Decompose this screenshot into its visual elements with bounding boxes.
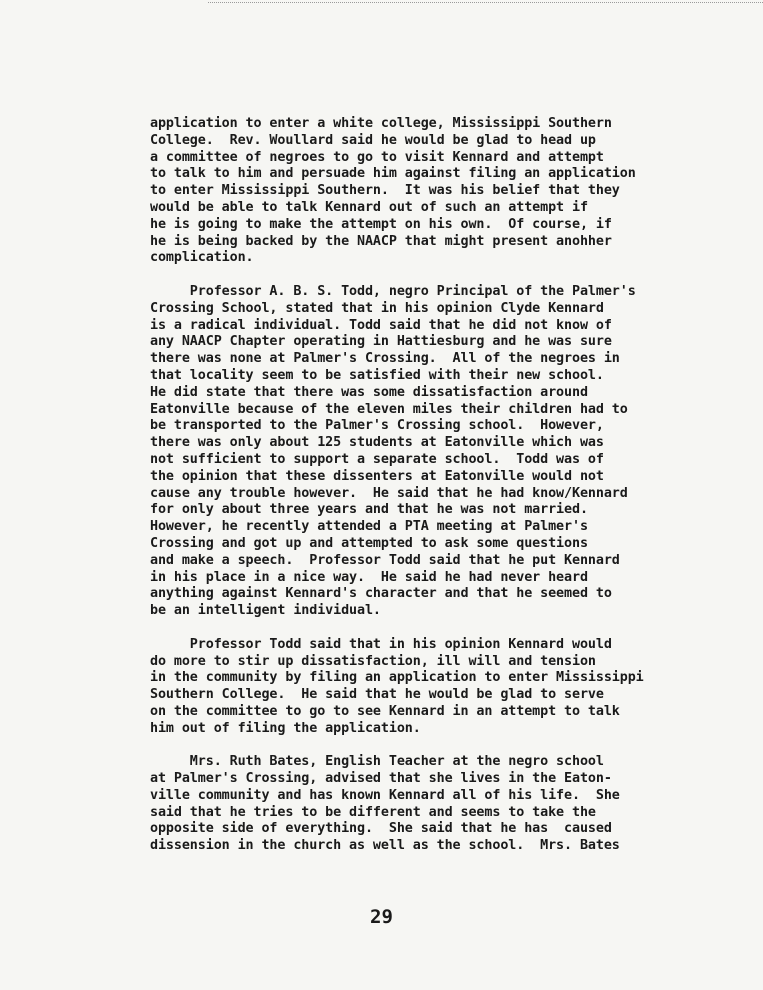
text-line: is a radical individual. Todd said that he did not know of: [150, 317, 612, 333]
text-line: he is going to make the attempt on his own. Of course, if: [150, 216, 612, 232]
text-line: a committee of negroes to go to visit Kennard and attempt: [150, 149, 604, 165]
paragraph-4: [150, 754, 750, 855]
text-line: Professor A. B. S. Todd, negro Principal of the Palmer's: [150, 283, 636, 299]
text-line: However, he recently attended a PTA meeting at Palmer's: [150, 519, 588, 535]
top-dotted-rule: [208, 2, 763, 3]
text-line: would be able to talk Kennard out of such an attempt if: [150, 199, 588, 215]
text-line: there was none at Palmer's Crossing. All of the negroes in: [150, 351, 620, 367]
text-line: Crossing School, stated that in his opinion Clyde Kennard: [150, 300, 604, 316]
text-line: be transported to the Palmer's Crossing school. However,: [150, 418, 604, 434]
text-line: College. Rev. Woullard said he would be glad to head up: [150, 132, 596, 148]
text-line: dissension in the church as well as the school. Mrs. Bates: [150, 838, 620, 854]
text-line: the opinion that these dissenters at Eatonville would not: [150, 468, 604, 484]
text-line: do more to stir up dissatisfaction, ill will and tension: [150, 653, 596, 669]
text-line: and make a speech. Professor Todd said that he put Kennard: [150, 552, 620, 568]
page-number: 29: [370, 906, 393, 928]
text-line: application to enter a white college, Mississippi Southern: [150, 116, 612, 131]
text-line: any NAACP Chapter operating in Hattiesburg and he was sure: [150, 334, 612, 350]
text-line: in the community by filing an application to enter Mississippi: [150, 670, 644, 686]
document-body: [150, 116, 750, 872]
text-line: said that he tries to be different and seems to take the: [150, 804, 596, 820]
text-line: Eatonville because of the eleven miles their children had to: [150, 401, 628, 417]
text-line: not sufficient to support a separate school. Todd was of: [150, 451, 604, 467]
text-line: cause any trouble however. He said that he had know/Kennard: [150, 485, 628, 501]
text-line: Southern College. He said that he would be glad to serve: [150, 687, 604, 703]
text-line: anything against Kennard's character and that he seemed to: [150, 586, 612, 602]
text-line: Mrs. Ruth Bates, English Teacher at the negro school: [150, 754, 604, 770]
text-line: on the committee to go to see Kennard in an attempt to talk: [150, 703, 620, 719]
text-line: to talk to him and persuade him against filing an application: [150, 166, 636, 182]
text-line: be an intelligent individual.: [150, 603, 381, 619]
text-line: complication.: [150, 250, 254, 266]
text-line: to enter Mississippi Southern. It was his belief that they: [150, 183, 620, 199]
text-line: in his place in a nice way. He said he had never heard: [150, 569, 588, 585]
paragraph-1: [150, 116, 750, 267]
text-line: ville community and has known Kennard all of his life. She: [150, 787, 620, 803]
text-line: He did state that there was some dissatisfaction around: [150, 384, 588, 400]
text-line: there was only about 125 students at Eatonville which was: [150, 435, 604, 451]
text-line: him out of filing the application.: [150, 720, 421, 736]
text-line: opposite side of everything. She said that he has caused: [150, 821, 612, 837]
paragraph-3: [150, 637, 750, 738]
text-line: for only about three years and that he was not married.: [150, 502, 588, 518]
text-line: Crossing and got up and attempted to ask some questions: [150, 535, 588, 551]
text-line: at Palmer's Crossing, advised that she lives in the Eaton-: [150, 771, 612, 787]
text-line: Professor Todd said that in his opinion Kennard would: [150, 636, 612, 652]
paragraph-2: [150, 284, 750, 620]
text-line: he is being backed by the NAACP that might present anohher: [150, 233, 612, 249]
text-line: that locality seem to be satisfied with their new school.: [150, 367, 604, 383]
